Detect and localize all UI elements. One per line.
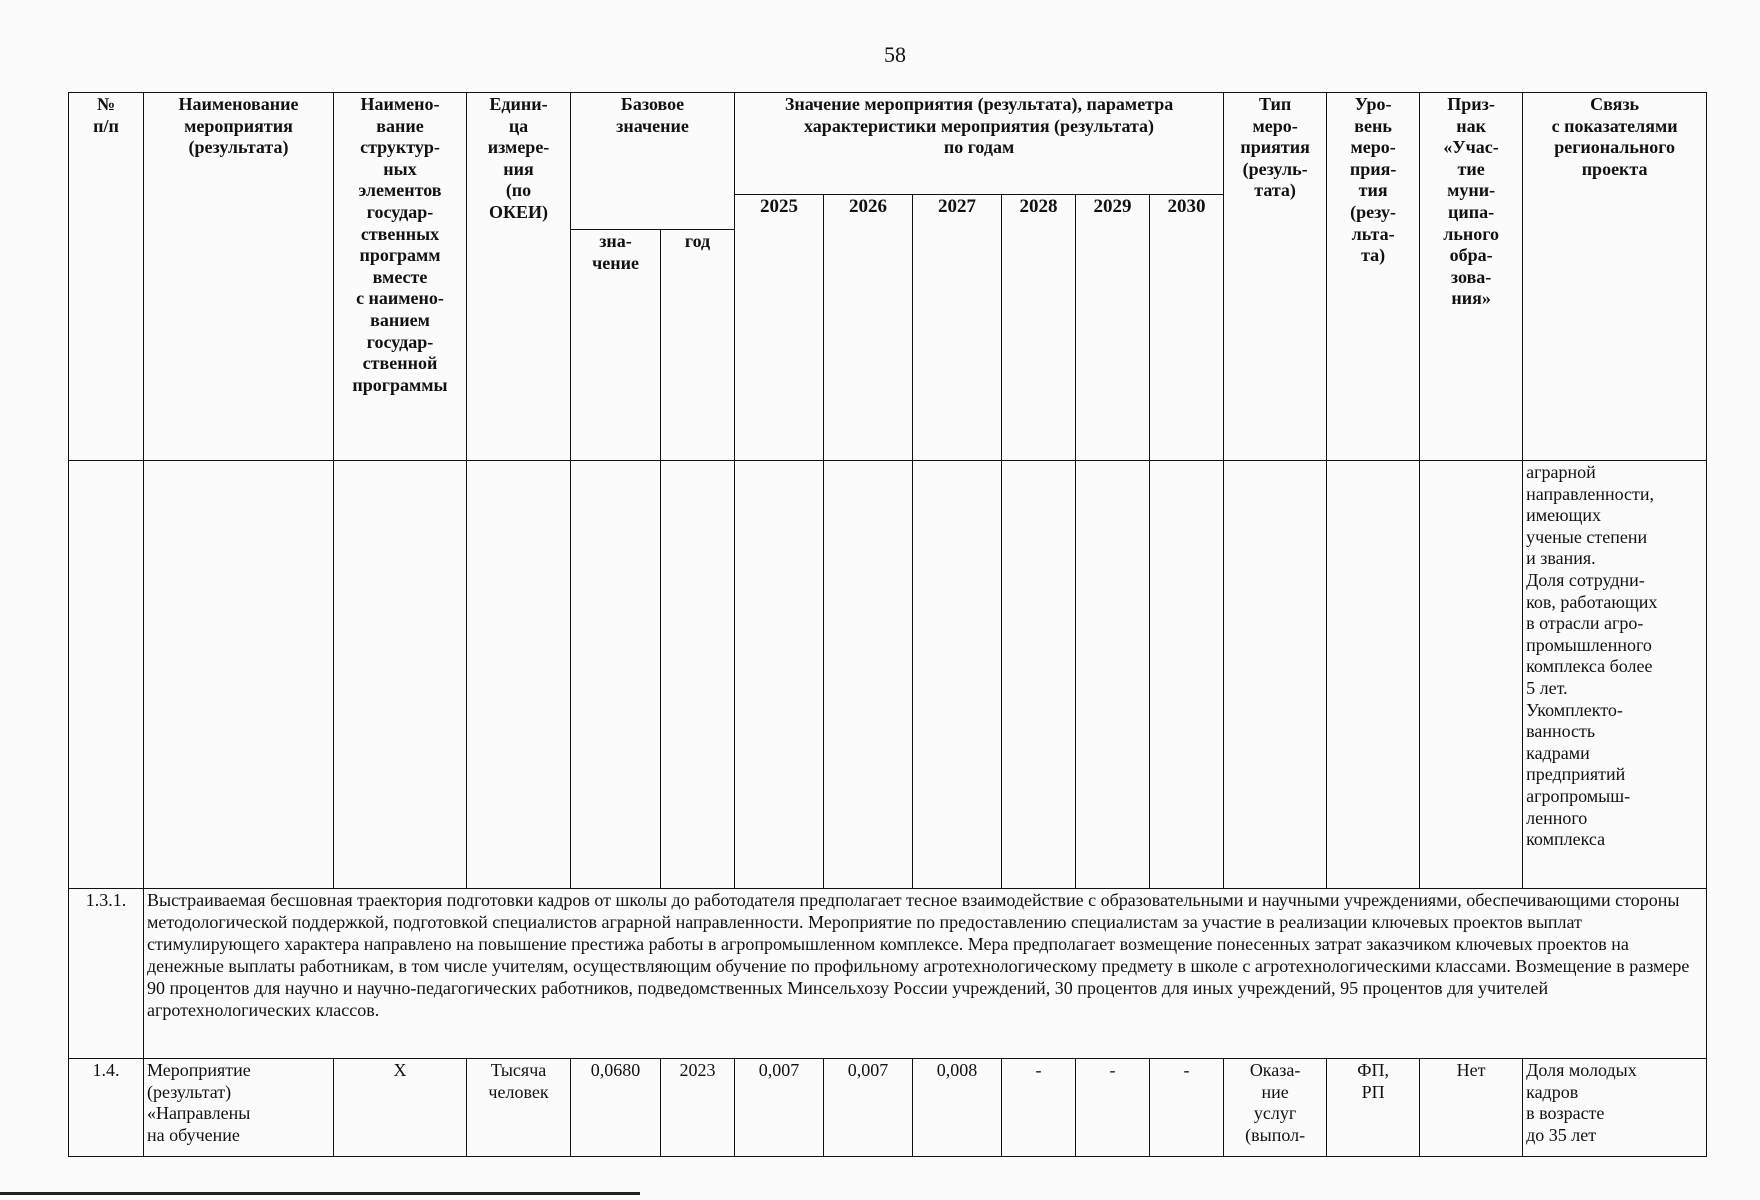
row-unit: Тысяча человек — [467, 1059, 571, 1157]
row-value-2030: - — [1150, 1059, 1224, 1157]
description-row — [69, 889, 1707, 1059]
row-value-2028: - — [1002, 1059, 1076, 1157]
header-base-value: зна- чение — [571, 230, 661, 461]
header-year-2025: 2025 — [735, 195, 824, 461]
header-base: Базовое значение — [571, 93, 735, 230]
header-struct: Наимено- вание структур- ных элементов государ- ственных программ вместе с наимено- ванием государ- ственной программы — [334, 93, 467, 461]
header-name: Наименование мероприятия (результата) — [144, 93, 334, 461]
description-num: 1.3.1. — [69, 889, 144, 1059]
header-link: Связь с показателями регионального проекта — [1523, 93, 1707, 461]
header-year-2027: 2027 — [913, 195, 1002, 461]
header-year-2030: 2030 — [1150, 195, 1224, 461]
row-struct: X — [334, 1059, 467, 1157]
header-level: Уро- вень меро- прия- тия (резу- льта- та) — [1327, 93, 1420, 461]
continuation-link-cell: аграрной направленности, имеющих ученые степени и звания. Доля сотрудни- ков, работающих в отрасли агро- промышленного комплекса более 5 лет. Укомплекто- ванность кадрами предприятий агропромыш- ленного комплекса — [1523, 461, 1707, 889]
header-year-2028: 2028 — [1002, 195, 1076, 461]
row-value-2027: 0,008 — [913, 1059, 1002, 1157]
header-num: № п/п — [69, 93, 144, 461]
row-level: ФП, РП — [1327, 1059, 1420, 1157]
table-row-1-4 — [69, 1059, 1707, 1157]
row-municipal: Нет — [1420, 1059, 1523, 1157]
header-unit: Едини- ца измере- ния (по ОКЕИ) — [467, 93, 571, 461]
header-municipal: Приз- нак «Учас- тие муни- ципа- льного обра- зова- ния» — [1420, 93, 1523, 461]
row-base-value: 0,0680 — [571, 1059, 661, 1157]
row-type: Оказа- ние услуг (выпол- — [1224, 1059, 1327, 1157]
page-number: 58 — [884, 42, 906, 67]
header-values-by-year: Значение мероприятия (результата), параметра характеристики мероприятия (результата) по годам — [735, 93, 1224, 195]
header-type: Тип меро- приятия (резуль- тата) — [1224, 93, 1327, 461]
footer-divider — [0, 1192, 640, 1195]
row-name: Мероприятие (результат) «Направлены на обучение — [144, 1059, 334, 1157]
header-year-2026: 2026 — [824, 195, 913, 461]
row-value-2026: 0,007 — [824, 1059, 913, 1157]
row-num: 1.4. — [69, 1059, 144, 1157]
row-value-2029: - — [1076, 1059, 1150, 1157]
row-value-2025: 0,007 — [735, 1059, 824, 1157]
continuation-row — [69, 461, 1707, 889]
header-year-2029: 2029 — [1076, 195, 1150, 461]
row-base-year: 2023 — [661, 1059, 735, 1157]
description-text: Выстраиваемая бесшовная траектория подготовки кадров от школы до работодателя предполагает тесное взаимодействие с образовательными и научными учреждениями, обеспечивающими стороны методологической поддержкой, подготовкой специалистов аграрной направленности. Мероприятие по предоставлению специалистам за участие в реализации ключевых проектов выплат стимулирующего характера направлено на повышение престижа работы в агропромышленном комплексе. Мера предполагает возмещение понесенных затрат заказчиком ключевых проектов на денежные выплаты работникам, в том числе учителям, осуществляющим обучение по профильному агротехнологическому предмету в школе с агротехнологическими классами. Возмещение в размере 90 процентов для научно и научно-педагогических работников, подведомственных Минсельхозу России учреждений, 30 процентов для иных учреждений, 95 процентов для учителей агротехнологических классов. — [144, 889, 1707, 1059]
header-base-year: год — [661, 230, 735, 461]
measures-table — [68, 92, 1707, 1157]
row-link: Доля молодых кадров в возрасте до 35 лет — [1523, 1059, 1707, 1157]
header-row-1 — [69, 93, 1707, 195]
